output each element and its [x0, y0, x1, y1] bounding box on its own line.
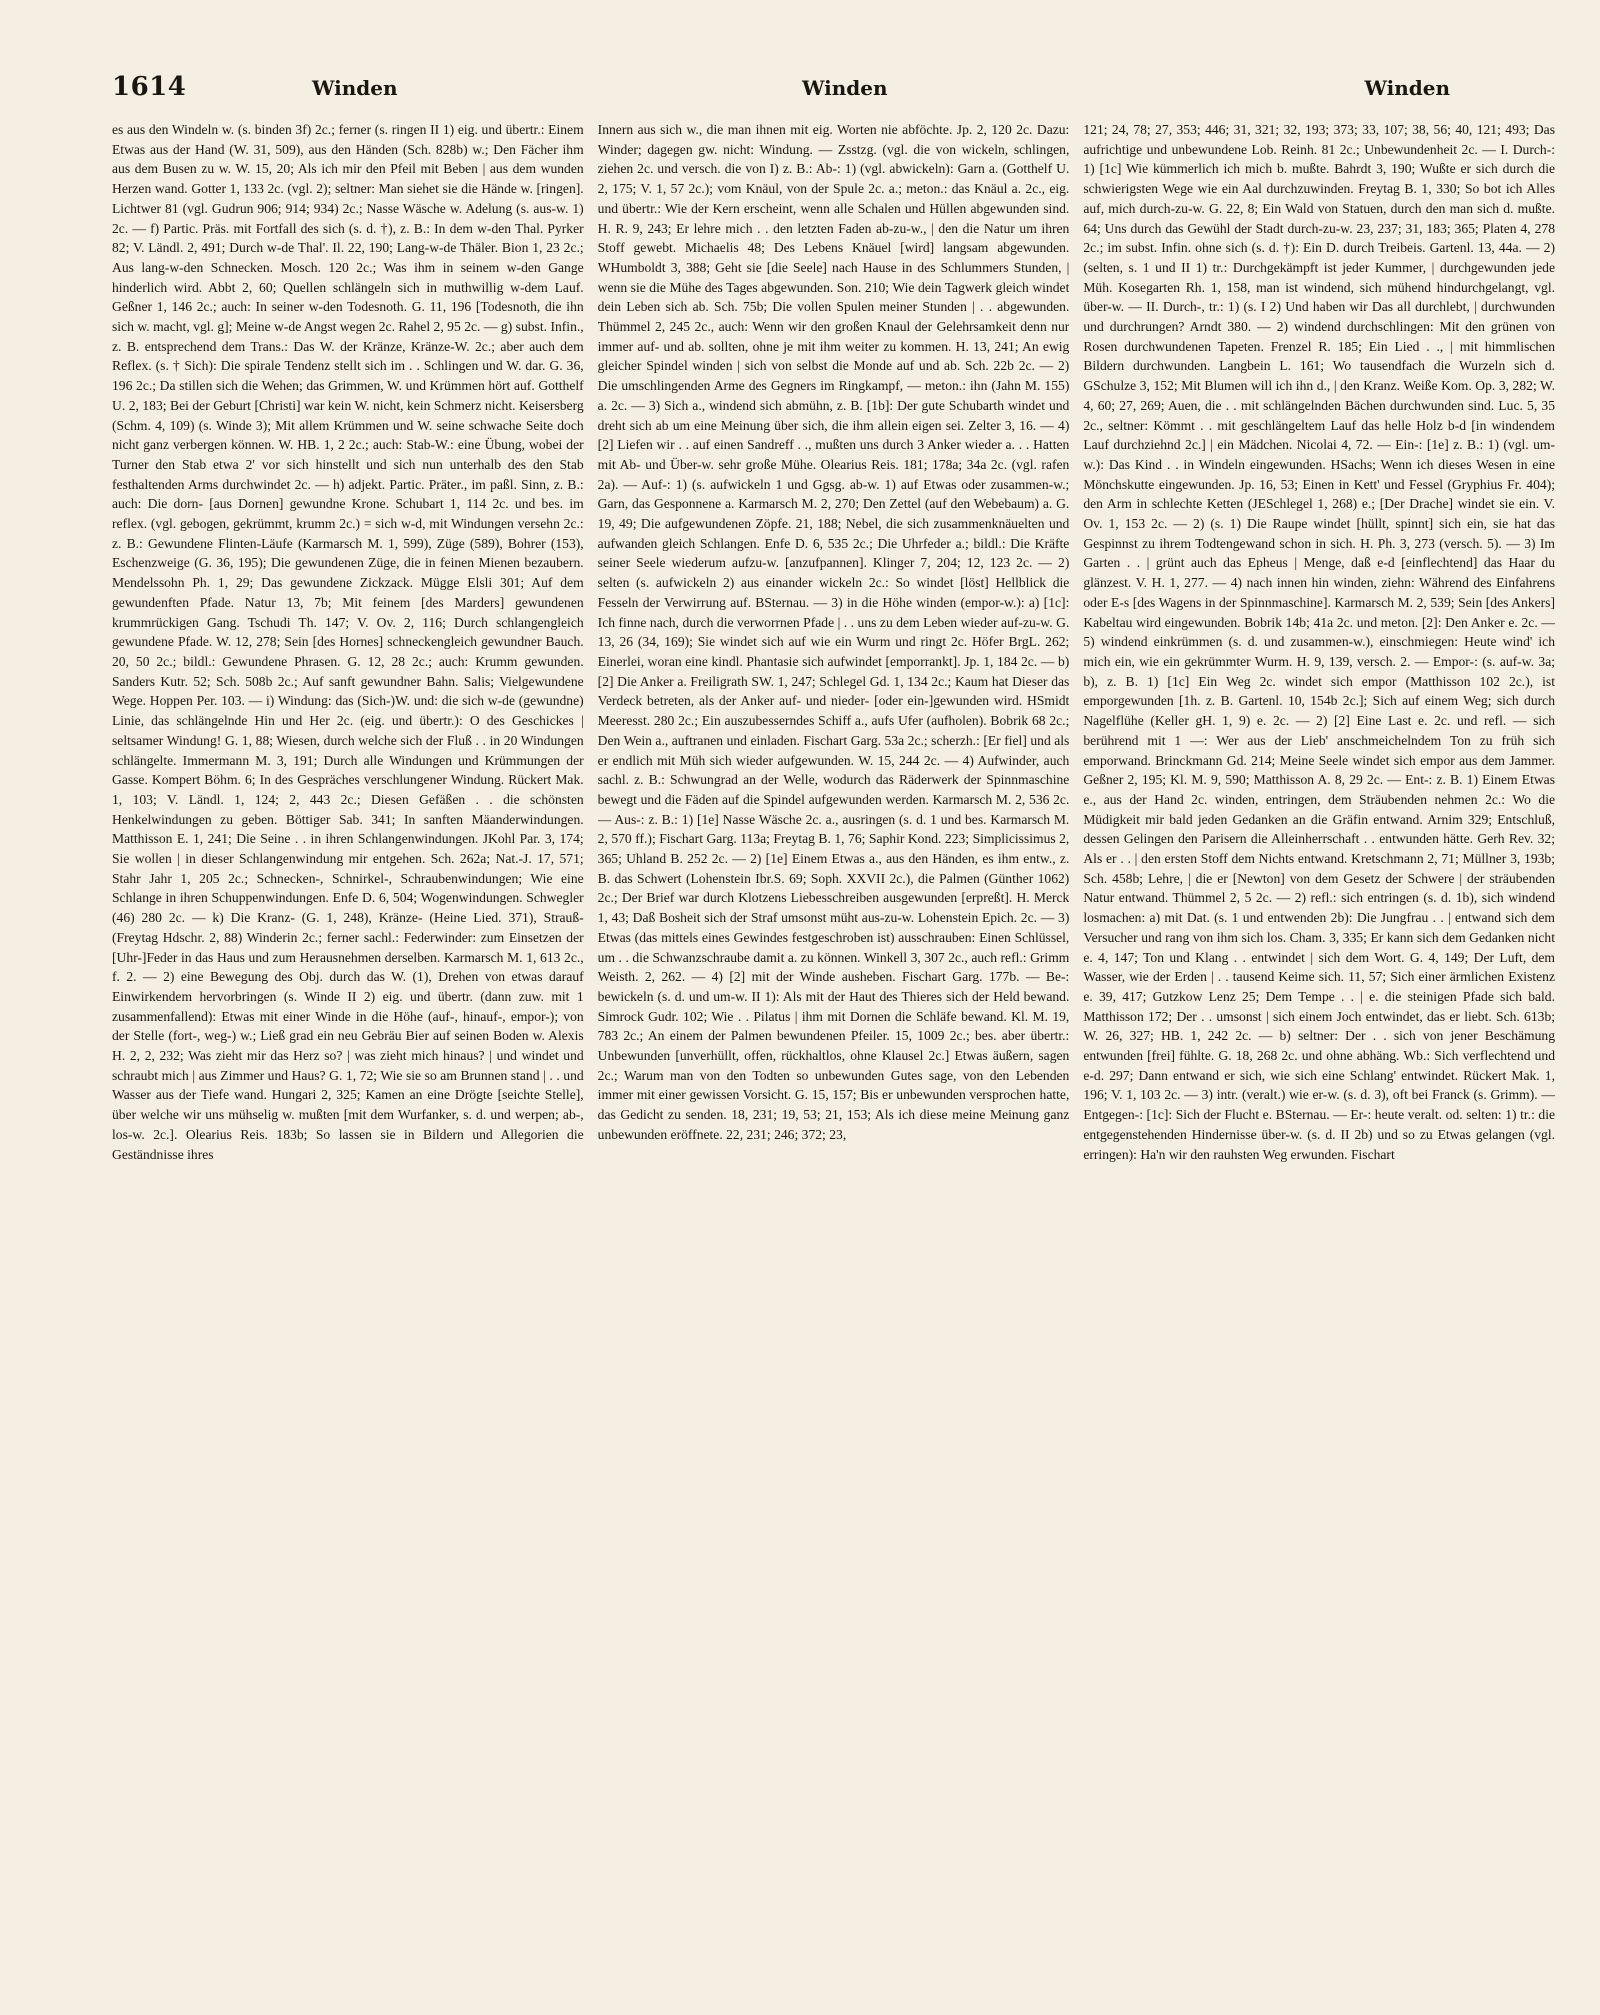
column-text: 121; 24, 78; 27, 353; 446; 31, 321; 32, 193; 373; 33, 107; 38, 56; 40, 121; 493; Das aufrichtige und unbewundene Lob. Reinh. 81 2c.; Unbewundenheit 2c. — I. Durch-: 1) [1c] Wie kümmerlich ich mich b. mußte. Bahrdt 3, 190; Wußte er sich durch die schwierigsten Wege wie ein Aal durchzuwinden. Freytag B. 1, 330; So bot ich Alles auf, mich durch-zu-w. G. 22, 8; Ein Wald von Statuen, durch den man sich d. mußte. 64; Uns durch das Gewühl der Stadt durch-zu-w. 23, 237; 31, 183; 365; Platen 4, 278 2c.; im subst. Infin. ohne sich (s. d. †): Ein D. durch Treibeis. Gartenl. 13, 44a. — 2) (selten, s. 1 und II 1) tr.: Durchgekämpft ist jeder Kummer, | durchgewunden jede Müh. Kosegarten Rh. 1, 158, man ist windend, sich mühend hindurchgelangt, vgl. über-w. — II. Durch-, tr.: 1) (s. I 2) Und haben wir Das all durchlebt, | durchwunden und durchrungen? Arndt 380. — 2) windend durchschlingen: Mit den grünen von Rosen durchwundenen Tapeten. Frenzel R. 185; Ein Lied . ., | mit himmlischen Bildern durchwunden. Langbein L. 161; Wo tausendfach die Wurzeln sich d. GSchulze 3, 152; Mit Blumen will ich ihn d., | den Kranz. Weiße Kom. Op. 3, 282; W. 4, 60; 27, 269; Auen, die . . mit schlängelnden Bächen durchwunden sind. Luc. 5, 35 2c., seltner: Kömmt . . mit geschlängeltem Lauf das helle Holz b-d [in windendem Lauf durchziehnd 2c.] | ein Mädchen. Nicolai 4, 72. — Ein-: [1e] z. B.: 1) (vgl. um-w.): Das Kind . . in Windeln eingewunden. HSachs; Wenn ich dieses Wesen in eine Mönchskutte eingewunden. Jp. 16, 53; Einen in Kett' und Fessel (Gryphius Fr. 404); den Arm in schlechte Ketten (JESchlegel 1, 268) e.; [Der Drache] windet sie ein. V. Ov. 1, 153 2c. — 2) (s. 1) Die Raupe windet [hüllt, spinnt] sich ein, sie hat das Gespinnst zu ihrem Todtengewand schon in sich. H. Ph. 3, 273 (versch. 5). — 3) Im Garten . . | grünt auch das Epheus | Menge, daß e-d [einflechtend] das Haar du glänzest. V. H. 1, 277. — 4) nach innen hin winden, ziehn: Während des Einfahrens oder E-s [des Wagens in der Spinnmaschine]. Karmarsch M. 2, 539; Sein [des Ankers] Kabeltau wird eingewunden. Bobrik 14b; 41a 2c. und meton. [2]: Den Anker e. 2c. — 5) windend einkrümmen (s. d. und zusammen-w.), einschmiegen: Heute wind' ich mich ein, wie ein gekrümmter Wurm. H. 9, 139, versch. 2. — Empor-: (s. auf-w. 3a; b), z. B. 1) [1c] Ein Weg 2c. windet sich empor (Matthisson 102 2c.), ist emporgewunden [1h. z. B. Gartenl. 10, 154b 2c.]; Sich auf einem Weg; sich durch Nagelflühe (Keller gH. 1, 9) e. 2c. — 2) [2] Eine Last e. 2c. und refl. — sich berührend mit 1 —: Wer aus der Lieb' anschmeichelndem Ton zu früh sich emporwand. Brinckmann Gd. 214; Meine Seele windet sich empor aus dem Jammer. Geßner 2, 195; Kl. M. 9, 590; Matthisson A. 8, 29 2c. — Ent-: z. B. 1) Einem Etwas e., aus der Hand 2c. winden, entringen, dem Sträubenden nehmen 2c.: Wo die Müdigkeit mir bald jeden Gedanken an die Gräfin entwand. Arnim 329; Entschluß, dessen Gelingen den Parisern die Alleinherrschaft . . entwunden hätte. Gerh Rev. 32; Als er . . | den ersten Stoff dem Nichts entwand. Kretschmann 2, 71; Müllner 3, 193b; Sch. 458b; Lehre, | die er [Newton] von dem Gesetz der Schwere | der sträubenden Natur entwand. Thümmel 2, 5 2c. — 2) refl.: sich entringen (s. d. 1b), sich windend losmachen: a) mit Dat. (s. 1 und entwenden 2b): Die Jungfrau . . | entwand sich dem Versucher und rang von ihm sich los. Cham. 3, 335; Er kann sich dem Gedanken nicht e. 4, 147; Ton und Klang . . entwindet | sich dem Wort. G. 4, 149; Der Luft, dem Wasser, wie der Erden | . . tausend Keime sich. 11, 57; Sich einer ärmlichen Existenz e. 39, 417; Gutzkow Lenz 25; Dem Tempe . . | e. die steinigen Pfade sich bald. Matthisson 172; Der . . umsonst | sich einem Joch entwindet, das er liebt. Sch. 613b; W. 26, 327; HB. 1, 242 2c. — b) seltner: Der . . sich von jener Beschämung entwunden [frei] fühlte. G. 18, 268 2c. und ohne abhäng. Wb.: Sich verflechtend und e-d. 297; Dann entwand er sich, wie sich eine Schlang' entwindet. Rückert Mak. 1, 196; V. 1, 103 2c. — 3) intr. (veralt.) wie er-w. (s. d. 3), oft bei Franck (s. Grimm). — Entgegen-: [1c]: Sich der Flucht e. BSternau. — Er-: heute veralt. od. selten: 1) tr.: die entgegenstehenden Hindernisse über-w. (s. d. II 2b) und so zu Etwas gelangen (vgl. erringen): Ha'n wir den rauhsten Weg erwunden. Fischart: [1083, 122, 1556, 1162]
page-number: 1614: [112, 72, 187, 102]
column-text: Innern aus sich w., die man ihnen mit eig. Worten nie abföchte. Jp. 2, 120 2c. Dazu: Winder; dagegen gw. nicht: Windung. — Zsstzg. (vgl. die von wickeln, schlingen, ziehen 2c. und versch. die von I) z. B.: Ab-: 1) (vgl. abwickeln): Garn a. (Gotthelf U. 2, 175; V. 1, 57 2c.); vom Knäul, von der Spule 2c. a.; meton.: das Knäul a. 2c., eig. und übertr.: Wie der Kern erscheint, wenn alle Schalen und Hüllen abgewunden sind. H. R. 9, 243; Er lehre mich . . den letzten Faden ab-zu-w., | den die Natur um ihren Stoff gewebt. Michaelis 48; Des Lebens Knäuel [wird] langsam abgewunden. WHumboldt 3, 388; Geht sie [die Seele] nach Hause in des Schlummers Stunden, | wenn sie die Mühe des Tages abgewunden. Son. 210; Wie dein Tagwerk gleich windet dein Leben sich ab. Sch. 75b; Die vollen Spulen meiner Stunden | . . abgewunden. Thümmel 2, 245 2c., auch: Wenn wir den großen Knaul der Gelehrsamkeit denn nur immer auf- und ab. sollten, ohne je mit ihm weiter zu kommen. H. 13, 241; An ewig gleicher Spindel winden | sich von selbst die Monde auf und ab. Sch. 22b 2c. — 2) Die umschlingenden Arme des Gegners im Ringkampf, — meton.: ihn (Jahn M. 155) a. 2c. — 3) Sich a., windend sich abmühn, z. B. [1b]: Der gute Schubarth windet und dreht sich ab um eine Meinung über sich, die ihm allein eigen sei. Zelter 3, 16. — 4) [2] Liefen wir . . auf einen Sandreff . ., mußten uns durch 3 Anker wieder a. . . Hatten mit Ab- und Über-w. sehr große Mühe. Olearius Reis. 181; 178a; 34a 2c. (vgl. rafen 2a). — Auf-: 1) (s. aufwickeln 1 und Ggsg. ab-w. 1) auf Etwas oder zusammen-w.; Garn, das Gesponnene a. Karmarsch M. 2, 270; Den Zettel (auf den Webebaum) a. G. 19, 49; Die aufgewundenen Zöpfe. 21, 188; Nebel, die sich zusammenknäuelten und aufwanden gleich Schlangen. Enfe D. 6, 535 2c.; Die Uhrfeder a.; bildl.: Die Kräfte seiner Seele wiederum aufzu-w. [anzufpannen]. Klinger 7, 204; 12, 123 2c. — 2) selten (s. aufwickeln 2) aus einander wickeln 2c.: So windet [löst] Hellblick die Fesseln der Verwirrung auf. BSternau. — 3) in die Höhe winden (empor-w.): a) [1c]: Ich finne nach, durch die verworrnen Pfade | . . uns zu dem Leben wieder auf-zu-w. G. 13, 26 (34, 169); Sie windet sich auf wie ein Wurm und ringt 2c. Höfer BrgL. 262; Einerlei, woran eine kindl. Phantasie sich aufwindet [emporrankt]. Jp. 1, 184 2c. — b) [2] Die Anker a. Freiligrath SW. 1, 247; Schlegel Gd. 1, 134 2c.; Kaum hat Dieser das Verdeck betreten, als der Anker auf- und nieder- [oder ein-]gewunden wird. HSmidt Meeresst. 280 2c.; Ein auszubesserndes Schiff a., aufs Ufer (aufholen). Bobrik 68 2c.; Den Wein a., auftranen und einladen. Fischart Garg. 53a 2c.; scherzh.: [Er fiel] und als er endlich mit Müh sich wieder aufgewunden. W. 15, 244 2c. — 4) Aufwinder, auch sachl. z. B.: Schwungrad an der Welle, wodurch das Räderwerk der Spinnmaschine bewegt und die Fäden auf die Spindel aufgewunden werden. Karmarsch M. 2, 536 2c. — Aus-: z. B.: 1) [1e] Nasse Wäsche 2c. a., ausringen (s. d. 1 und bes. Karmarsch M. 2, 570 ff.); Fischart Garg. 113a; Freytag B. 1, 76; Saphir Kond. 223; Simplicissimus 2, 365; Uhland B. 252 2c. — 2) [1e] Einem Etwas a., aus den Händen, es ihm entw., z. B. das Schwert (Lohenstein Ibr.S. 69; Soph. XXVII 2c.), die Palmen (Günther 1062) 2c.; Der Brief war durch Klotzens Liebesschreiben ausgewunden [erpreßt]. H. Merck 1, 43; Daß Bosheit sich der Straf umsonst müht aus-zu-w. Lohenstein Epich. 2c. — 3) Etwas (das mittels eines Gewindes festgeschroben ist) ausschrauben: Einen Schlüssel, um . . die Schwanzschraube damit a. zu können. Winkell 3, 307 2c., auch refl.: Grimm Weisth. 2, 262. — 4) [2] mit der Winde ausheben. Fischart Garg. 177b. — Be-: bewickeln (s. d. und um-w. II 1): Als mit der Haut des Thieres sich der Held bewand. Simrock Gudr. 102; Wie . . Pilatus | ihm mit Dornen die Schläfe bewand. Kl. M. 19, 783 2c.; An einem der Palmen bewundenen Pfeiler. 15, 1009 2c.; bes. aber übertr.: Unbewunden [unverhüllt, offen, rückhaltlos, ohne Klausel 2c.] Etwas äußern, sagen 2c.; Warum man von den Todten so unbewunden Gutes sage, von den Lebenden immer mit einer gewissen Vorsicht. G. 15, 157; Bis er unbewunden versprochen hatte, das Gedicht zu senden. 18, 231; 19, 53; 21, 153; Als ich diese meine Meinung ganz unbewunden eröffnete. 22, 231; 246; 372; 23,: [597, 122, 1070, 1142]
column-right: [1083, 120, 1555, 1990]
running-head-right: Winden: [1364, 76, 1450, 100]
column-middle: [598, 120, 1070, 1990]
text-columns: [112, 120, 1555, 1990]
page-header: [112, 72, 1488, 112]
column-left: [112, 120, 584, 1990]
running-head-center: Winden: [802, 76, 888, 100]
column-text: es aus den Windeln w. (s. binden 3f) 2c.; ferner (s. ringen II 1) eig. und übertr.: Einem Etwas aus der Hand (W. 31, 509), aus den Händen (Sch. 828b) w.; Den Fächer ihm aus dem Busen zu w. W. 15, 20; Als ich mir den Pfeil mit Beben | aus dem wunden Herzen wand. Gotter 1, 133 2c. (vgl. 2); seltner: Man siehet sie die Hände w. [ringen]. Lichtwer 81 (vgl. Gudrun 906; 914; 934) 2c.; Nasse Wäsche w. Adelung (s. aus-w. 1) 2c. — f) Partic. Präs. mit Fortfall des sich (s. d. †), z. B.: In dem w-den Thal. Pyrker 82; V. Ländl. 2, 491; Durch w-de Thal'. Il. 22, 190; Lang-w-de Thäler. Bion 1, 23 2c.; Aus lang-w-den Schnecken. Mosch. 120 2c.; Was ihm in seinem w-den Gange hinderlich wird. Abbt 2, 60; Quellen schlängeln sich in muthwillig w-dem Lauf. Geßner 1, 146 2c.; auch: In seiner w-den Todesnoth. G. 11, 196 [Todesnoth, die ihn sich w. macht, vgl. g]; Meine w-de Angst wegen 2c. Rahel 2, 95 2c. — g) subst. Infin., z. B. entsprechend dem Trans.: Das W. der Kränze, Kränze-W. 2c.; aber auch dem Reflex. (s. † Sich): Die spirale Tendenz stellt sich im . . Schlingen und W. dar. G. 36, 196 2c.; Da stillen sich die Wehen; das Grimmen, W. und Krümmen hört auf. Gotthelf U. 2, 183; Bei der Geburt [Christi] war kein W. nicht, kein Schmerz nicht. Keisersberg (Schm. 4, 109) (s. Winde 3); Mit allem Krümmen und W. seine schwache Seite doch nicht ganz verbergen können. W. HB. 1, 2 2c.; auch: Stab-W.: eine Übung, wobei der Turner den Stab etwa 2' vor sich hinstellt und sich nun unterhalb des den Stab festhaltenden Arms durchwindet 2c. — h) adjekt. Partic. Präter., im paßl. Sinn, z. B.: auch: Die dorn- [aus Dornen] gewundne Krone. Schubart 1, 114 2c. und bes. im reflex. (vgl. gebogen, gekrümmt, krumm 2c.) = sich w-d, mit Windungen versehn 2c.: z. B.: Gewundene Flinten-Läufe (Karmarsch M. 1, 599), Züge (589), Bohrer (153), Eschenzweige (G. 36, 195); Die gewundenen Züge, die in feinen Mienen bezaubern. Mendelssohn Ph. 1, 29; Das gewundene Zickzack. Mügge Elsli 301; Auf dem gewundenften Pfade. Natur 13, 7b; Mit feinem [des Marders] gewundenen krummrückigen Gang. Tschudi Th. 147; V. Ov. 2, 116; Durch schlangengleich gewundene Pfade. W. 12, 278; Sein [des Hornes] schneckengleich gewundner Bauch. 20, 50 2c.; bildl.: Gewundene Phrasen. G. 12, 28 2c.; auch: Krumm gewunden. Sanders Kutr. 52; Sch. 508b 2c.; Auf sanft gewundner Bahn. Salis; Vielgewundene Wege. Hoppen Per. 103. — i) Windung: das (Sich-)W. und: die sich w-de (gewundne) Linie, das schlängelnde Hin und Her 2c. (eig. und übertr.): O des Geschickes | seltsamer Windung! G. 1, 88; Wiesen, durch welche sich der Fluß . . in 20 Windungen schlängelte. Immermann M. 3, 191; Durch alle Windungen und Krümmungen der Gasse. Kompert Böhm. 6; In des Gespräches verschlungener Windung. Rückert Mak. 1, 103; V. Ländl. 1, 124; 2, 443 2c.; Diesen Gefäßen . . die schönsten Henkelwindungen zu geben. Böttiger Sab. 341; In sanften Mäanderwindungen. Matthisson E. 1, 241; Die Seine . . in ihren Schlangenwindungen. JKohl Par. 3, 174; Sie wollen | in dieser Schlangenwindung mir entgehen. Sch. 262a; Nat.-J. 17, 571; Stahr Jahr 1, 205 2c.; Schnecken-, Schnirkel-, Schraubenwindungen; Wie eine Schlange in ihren Schuppenwindungen. Enfe D. 6, 504; Wogenwindungen. Schwegler (46) 280 2c. — k) Die Kranz- (G. 1, 248), Kränze- (Heine Lied. 371), Strauß- (Freytag Hdschr. 2, 88) Winderin 2c.; ferner sachl.: Federwinder: zum Einsetzen der [Uhr-]Feder in das Haus und zum Herausnehmen derselben. Karmarsch M. 1, 613 2c., f. 2. — 2) eine Bewegung des Obj. durch das W. (1), Drehen von etwas darauf Einwirkendem hervorbringen (s. Winde II 2) eig. und übertr. (dann zuw. mit 1 zusammenfallend): Etwas mit einer Winde in die Höhe (auf-, hinauf-, empor-); von der Stelle (fort-, weg-) w.; Ließ grad ein neu Gebräu Bier auf seinen Boden w. Alexis H. 2, 2, 232; Was zieht mir das Herz so? | was zieht mich hinaus? | und windet und schraubt mich | aus Zimmer und Haus? G. 1, 72; Wie sie so am Brunnen stand | . . und Wasser aus der Tiefe wand. Hungari 2, 325; Kamen an eine Drögte [seichte Stelle], über welche wir uns mühselig w. mußten [mit dem Wurfanker, s. d. und werpen; ab-, los-w. 2c.]. Olearius Reis. 183b; So lassen sie in Bildern und Allegorien die Geständnisse ihres: [112, 122, 584, 1162]
running-head-left: Winden: [312, 76, 398, 100]
